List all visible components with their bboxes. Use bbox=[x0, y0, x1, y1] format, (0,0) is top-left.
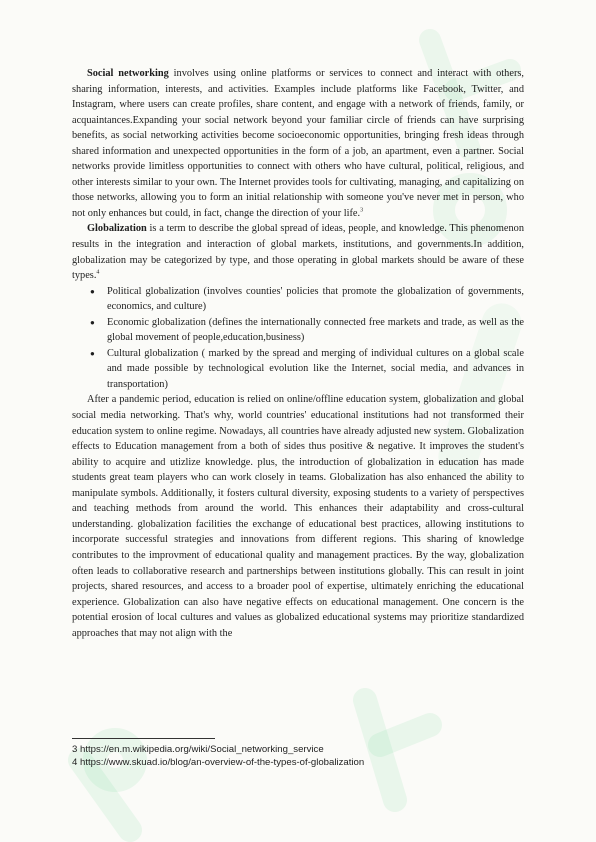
term-social-networking: Social networking bbox=[87, 68, 169, 79]
paragraph-globalization bbox=[72, 221, 524, 283]
document-body bbox=[72, 66, 524, 641]
term-globalization: Globalization bbox=[87, 223, 147, 235]
list-item-cultural: ● Cultural globalization ( marked by the spread and merging of individual cultures on a global scale and made possible by technological evolution like the Internet, social media, and advances in transportation) bbox=[107, 346, 524, 393]
paragraph-education: After a pandemic period, education is relied on online/offline education system, globalization and global social media networking. That's why, world countries' educational institutions had not transformed their education system to online regime. Nowadays, all countries have already adjusted new system. Globalization effects to Education management from a both of sides thus positive & negative. It improves the student's ability to acquire and utizlize knowledge. plus, the introduction of globalization in education has made students great team players who can work closely in teams. Globalization has also enhanced the ability to manipulate symbols. Additionally, it fosters cultural diversity, exposing students to a variety of perspectives and teaching methods from around the world. This enhances their adaptability and cross-cultural understanding. globalization facilities the exchange of educational best practices, allowing institutions to incorporate successful strategies and innovations from different regions. This sharing of knowledge contributes to the improvment of educational quality and management practices. By the way, globalization often leads to collaborative research and partnerships between institutions globally. This can result in joint projects, shared resources, and access to a broader pool of expertise, ultimately enriching the educational experience. Globalization can also have negative effects on educational management. One concern is the potential erosion of local cultures and values as globalized educational systems may prioritize standardized approaches that may not align with the bbox=[72, 394, 524, 639]
footnote-3[interactable]: 3 https://en.m.wikipedia.org/wiki/Social_networking_service bbox=[72, 744, 324, 755]
paragraph-text: involves using online platforms or services to connect and interact with others, sharing information, interests, and activities. Examples include platforms like Facebook, Twitter, and Instagram, where users can create profiles, share content, and engage with a network of friends, family, or acquaintances.Expanding your social network beyond your familiar circle of friends can have surprising benefits, as social networking activities become socioeconomic opportunities, bringing fresh ideas through shared information and unexpected opportunities in the form of a job, an apartment, even a partner. Social networks provide limitless opportunities to connect with others who have cultural, political, religious, and other interests similar to your own. The Internet provides tools for cultivating, managing, and capitalizing on those networks, allowing you to form an initial relationship with someone you've never met in person, who not only enhances but could, in fact, change the direction of your life. bbox=[72, 68, 525, 219]
globalization-types-list bbox=[72, 284, 524, 393]
paragraph-social-networking bbox=[72, 66, 524, 221]
list-item-political: ● Political globalization (involves counties' policies that promote the globalization of governments, economics, and culture) bbox=[107, 284, 524, 315]
paragraph-text: is a term to describe the global spread of ideas, people, and knowledge. This phenomenon results in the integration and interaction of global markets, institutions, and governments.In addition, globalization may be categorized by type, and those operating in global markets should be aware of these types. bbox=[72, 223, 524, 282]
footnote-ref-4[interactable]: 4 bbox=[96, 269, 100, 276]
footnote-4[interactable]: 4 https://www.skuad.io/blog/an-overview-of-the-types-of-globalization bbox=[72, 757, 365, 768]
list-item-economic: ● Economic globalization (defines the internationally connected free markets and trade, as well as the global movement of people,education,business) bbox=[107, 315, 524, 346]
footnote-divider bbox=[72, 738, 215, 739]
footnotes bbox=[72, 738, 524, 769]
footnote-ref-3[interactable]: 3 bbox=[360, 207, 364, 214]
